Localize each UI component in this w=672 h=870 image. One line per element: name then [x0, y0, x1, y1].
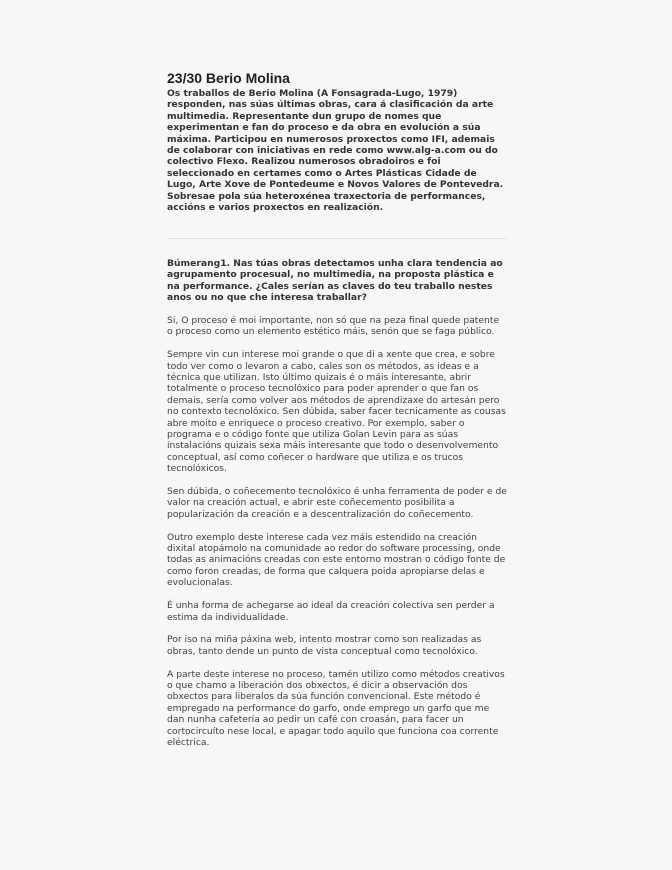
answer-paragraph: Sempre vin cun interese moi grande o que di a xente que crea, e sobre todo ver como o levaron a cabo, cales son os métodos, as ideas e a técnica que utilizan. Isto último quizais é o máis interesante, abrir totalmente o proceso tecnolóxico para poder aprender o que fan os demais, sería como volver aos métodos de aprendizaxe do artesán pero no contexto tecnolóxico. Sen dúbida, saber facer tecnicamente as cousas abre moito e enriquece o proceso creativo. Por exemplo, saber o programa e o código fonte que utiliza Golan Levin para as súas instalacións quizais sexa máis interesante que todo o desenvolvemento conceptual, así como coñecer o hardware que utiliza e os trucos tecnolóxicos.	[167, 349, 506, 475]
artist-bio: Os traballos de Berio Molina (A Fonsagrada-Lugo, 1979) responden, nas súas últimas obras, cara á clasificación da arte multimedia. Representante dun grupo de nomes que experimentan e fan do proceso e da obra en evolución a súa máxima. Participou en numerosos proxectos como IFI, ademais de colaborar con iniciativas en rede como www.alg-a.com ou do colectivo Flexo. Realizou numerosos obradoiros e foi seleccionado en certames como o Artes Plásticas Cidade de Lugo, Arte Xove de Pontedeume e Novos Valores de Pontevedra. Sobresae pola súa heteroxénea traxectoria de performances, accións e varios proxectos en realización.	[167, 88, 504, 214]
answer-paragraph: A parte deste interese no proceso, tamén utilizo como métodos creativos o que chamo a liberación dos obxectos, é dicir a observación dos obxectos para liberalos da súa función convencional. Este método é empregado na performance do garfo, onde emprego un garfo que me dan nunha cafetería ao pedir un café con croasán, para facer un cortocircuíto nese local, e apagar todo aquilo que funciona coa corrente eléctrica.	[167, 668, 505, 748]
answer-paragraph: Si, O proceso é moi importante, non só que na peza final quede patente o proceso como un elemento estético máis, senón que se faga público.	[167, 315, 500, 338]
answer-paragraph: Outro exemplo deste interese cada vez máis estendido na creación dixital atopámolo na comunidade ao redor do software processing, onde todas as animacións creadas con este entorno mostran o código fonte de como foron creadas, de forma que calquera poida apropiarse delas e evolucionalas.	[167, 531, 506, 589]
article-title: 23/30 Berio Molina	[167, 70, 290, 86]
interview-question: Búmerang1. Nas túas obras detectamos unha clara tendencia ao agrupamento procesual, no multimedia, na proposta plástica e na performance. ¿Cales serían as claves do teu traballo nestes anos ou no que che interesa traballar?	[167, 258, 503, 304]
interview-answer	[167, 315, 507, 760]
answer-paragraph: Por iso na miña páxina web, intento mostrar como son realizadas as obras, tanto dende un punto de vista conceptual como tecnolóxico.	[167, 634, 482, 657]
section-divider	[167, 238, 507, 239]
answer-paragraph: É unha forma de achegarse ao ideal da creación colectiva sen perder a estima da individualidade.	[167, 600, 495, 623]
answer-paragraph: Sen dúbida, o coñecemento tecnolóxico é unha ferramenta de poder e de valor na creación actual, e abrir este coñecemento posibilita a popularización da creación e a descentralización do coñecemento.	[167, 486, 507, 520]
